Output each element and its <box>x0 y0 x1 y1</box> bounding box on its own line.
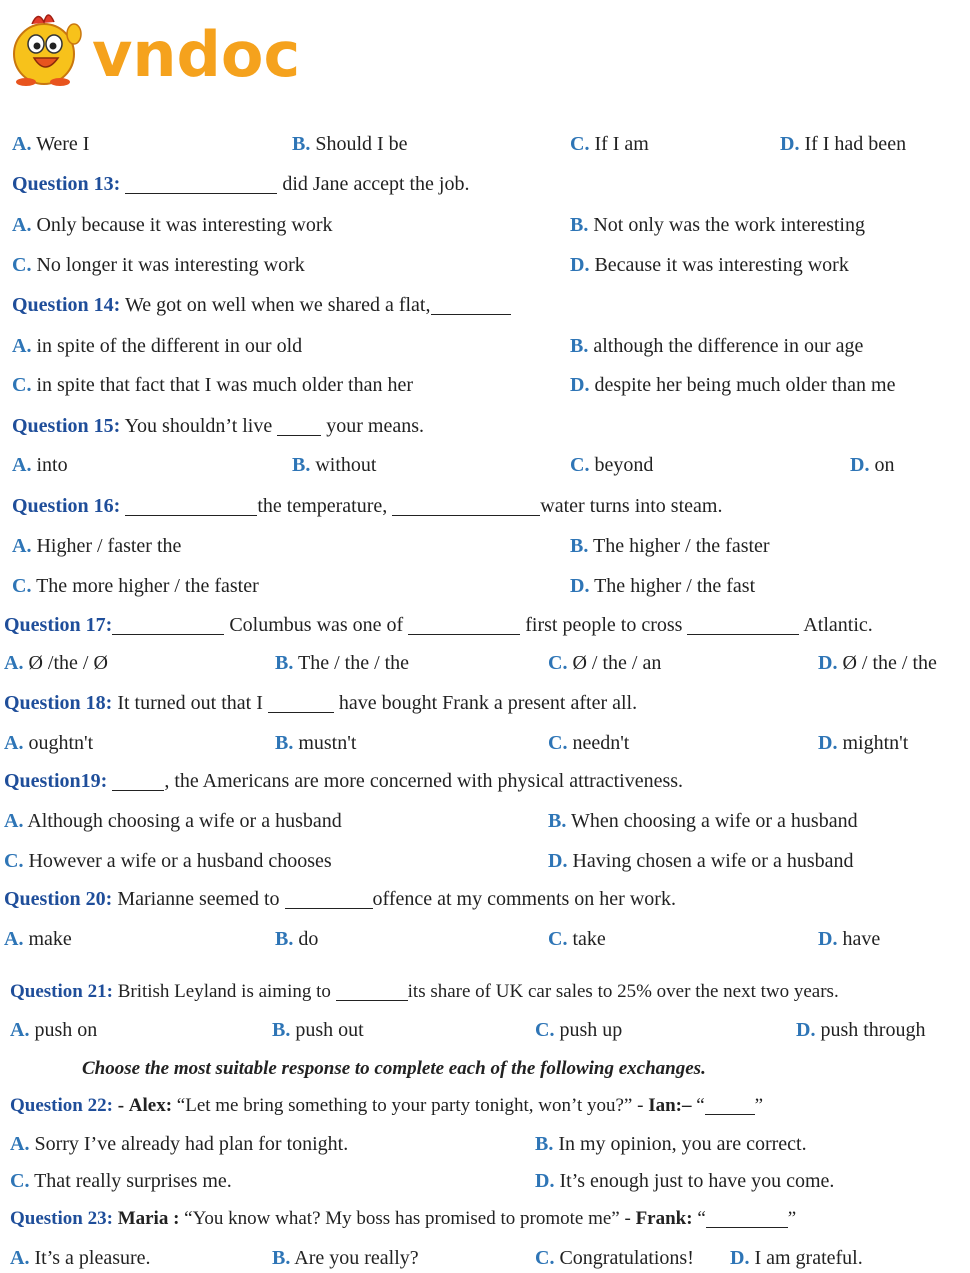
q15-option-b[interactable]: B. without <box>292 454 377 476</box>
q18-options <box>0 728 970 758</box>
question-14: Question 14: We got on well when we shared a flat, <box>12 290 511 320</box>
question-19: Question19: , the Americans are more concerned with physical attractiveness. <box>4 770 684 792</box>
q22-options-2 <box>0 1166 970 1196</box>
q16-options-2 <box>0 571 970 601</box>
chick-mascot-icon <box>4 4 334 88</box>
q17-option-c[interactable]: C. Ø / the / an <box>548 652 662 674</box>
q19-option-a[interactable]: A. Although choosing a wife or a husband <box>4 810 342 832</box>
question-16: Question 16: the temperature, water turns into steam. <box>12 495 723 517</box>
q18-option-c[interactable]: C. needn't <box>548 732 630 754</box>
q14-option-b[interactable]: B. although the difference in our age <box>570 335 864 357</box>
q15-option-a[interactable]: A. into <box>12 454 68 476</box>
q20-option-a[interactable]: A. make <box>4 928 72 950</box>
q21-option-a[interactable]: A. push on <box>10 1019 98 1041</box>
q13-option-d[interactable]: D. Because it was interesting work <box>570 254 849 276</box>
q12-option-c[interactable]: C. If I am <box>570 133 649 155</box>
q13-option-c[interactable]: C. No longer it was interesting work <box>12 254 305 276</box>
q17-option-d[interactable]: D. Ø / the / the <box>818 652 937 674</box>
q20-option-b[interactable]: B. do <box>275 928 319 950</box>
q15-option-d[interactable]: D. on <box>850 454 895 476</box>
q21-options <box>0 1015 970 1045</box>
logo-wordmark: vndoc <box>92 18 301 88</box>
q13-option-a[interactable]: A. Only because it was interesting work <box>12 214 333 236</box>
question-21: Question 21: British Leyland is aiming to its share of UK car sales to 25% over the next two years. <box>10 981 839 1002</box>
q19-options-1 <box>0 806 970 836</box>
question-20: Question 20: Marianne seemed to offence at my comments on her work. <box>4 888 676 910</box>
q13-options-2 <box>0 250 970 280</box>
q22-option-c[interactable]: C. That really surprises me. <box>10 1170 232 1192</box>
q13-options-1 <box>0 210 970 240</box>
q22-option-b[interactable]: B. In my opinion, you are correct. <box>535 1133 807 1155</box>
q19-option-b[interactable]: B. When choosing a wife or a husband <box>548 810 858 832</box>
question-18: Question 18: It turned out that I have bought Frank a present after all. <box>4 692 638 714</box>
q20-option-d[interactable]: D. have <box>818 928 881 950</box>
q17-options <box>0 648 970 678</box>
q16-option-b[interactable]: B. The higher / the faster <box>570 535 770 557</box>
q12-option-b[interactable]: B. Should I be <box>292 133 408 155</box>
q12-option-a[interactable]: A. Were I <box>12 133 90 155</box>
q21-option-c[interactable]: C. push up <box>535 1019 623 1041</box>
q15-option-c[interactable]: C. beyond <box>570 454 654 476</box>
q13-option-b[interactable]: B. Not only was the work interesting <box>570 214 865 236</box>
q12-option-d[interactable]: D. If I had been <box>780 133 907 155</box>
q17-option-b[interactable]: B. The / the / the <box>275 652 410 674</box>
vndoc-logo <box>4 4 334 88</box>
q18-option-a[interactable]: A. oughtn't <box>4 732 94 754</box>
q14-options-1 <box>0 331 970 361</box>
q14-option-c[interactable]: C. in spite that fact that I was much older than her <box>12 374 413 396</box>
q15-options <box>0 450 970 480</box>
q23-option-d[interactable]: D. I am grateful. <box>730 1247 863 1269</box>
q20-option-c[interactable]: C. take <box>548 928 606 950</box>
q14-option-d[interactable]: D. despite her being much older than me <box>570 374 896 396</box>
q16-options-1 <box>0 531 970 561</box>
q20-options <box>0 924 970 954</box>
q16-option-d[interactable]: D. The higher / the fast <box>570 575 756 597</box>
q12-options <box>0 129 970 159</box>
q23-options <box>0 1243 970 1273</box>
q23-option-b[interactable]: B. Are you really? <box>272 1247 419 1269</box>
q22-option-d[interactable]: D. It’s enough just to have you come. <box>535 1170 835 1192</box>
question-15: Question 15: You shouldn’t live your means. <box>12 415 425 437</box>
q23-option-a[interactable]: A. It’s a pleasure. <box>10 1247 151 1269</box>
q22-option-a[interactable]: A. Sorry I’ve already had plan for tonight. <box>10 1133 349 1155</box>
question-13: Question 13: did Jane accept the job. <box>12 173 470 195</box>
q22-options-1 <box>0 1129 970 1159</box>
question-22: Question 22: - Alex: “Let me bring something to your party tonight, won’t you?” - Ian:– “ ” <box>10 1095 764 1116</box>
q18-option-b[interactable]: B. mustn't <box>275 732 357 754</box>
q18-option-d[interactable]: D. mightn't <box>818 732 909 754</box>
q19-option-c[interactable]: C. However a wife or a husband chooses <box>4 850 332 872</box>
q21-option-b[interactable]: B. push out <box>272 1019 364 1041</box>
q14-options-2 <box>0 370 970 400</box>
q14-option-a[interactable]: A. in spite of the different in our old <box>12 335 303 357</box>
q16-option-c[interactable]: C. The more higher / the faster <box>12 575 259 597</box>
section-instruction: Choose the most suitable response to complete each of the following exchanges. <box>82 1058 706 1079</box>
q23-option-c[interactable]: C. Congratulations! <box>535 1247 694 1269</box>
q16-option-a[interactable]: A. Higher / faster the <box>12 535 182 557</box>
question-17: Question 17: Columbus was one of first people to cross Atlantic. <box>4 614 873 636</box>
q19-options-2 <box>0 846 970 876</box>
q19-option-d[interactable]: D. Having chosen a wife or a husband <box>548 850 854 872</box>
q17-option-a[interactable]: A. Ø /the / Ø <box>4 652 108 674</box>
q21-option-d[interactable]: D. push through <box>796 1019 926 1041</box>
question-23: Question 23: Maria : “You know what? My boss has promised to promote me” - Frank: “ ” <box>10 1208 797 1229</box>
